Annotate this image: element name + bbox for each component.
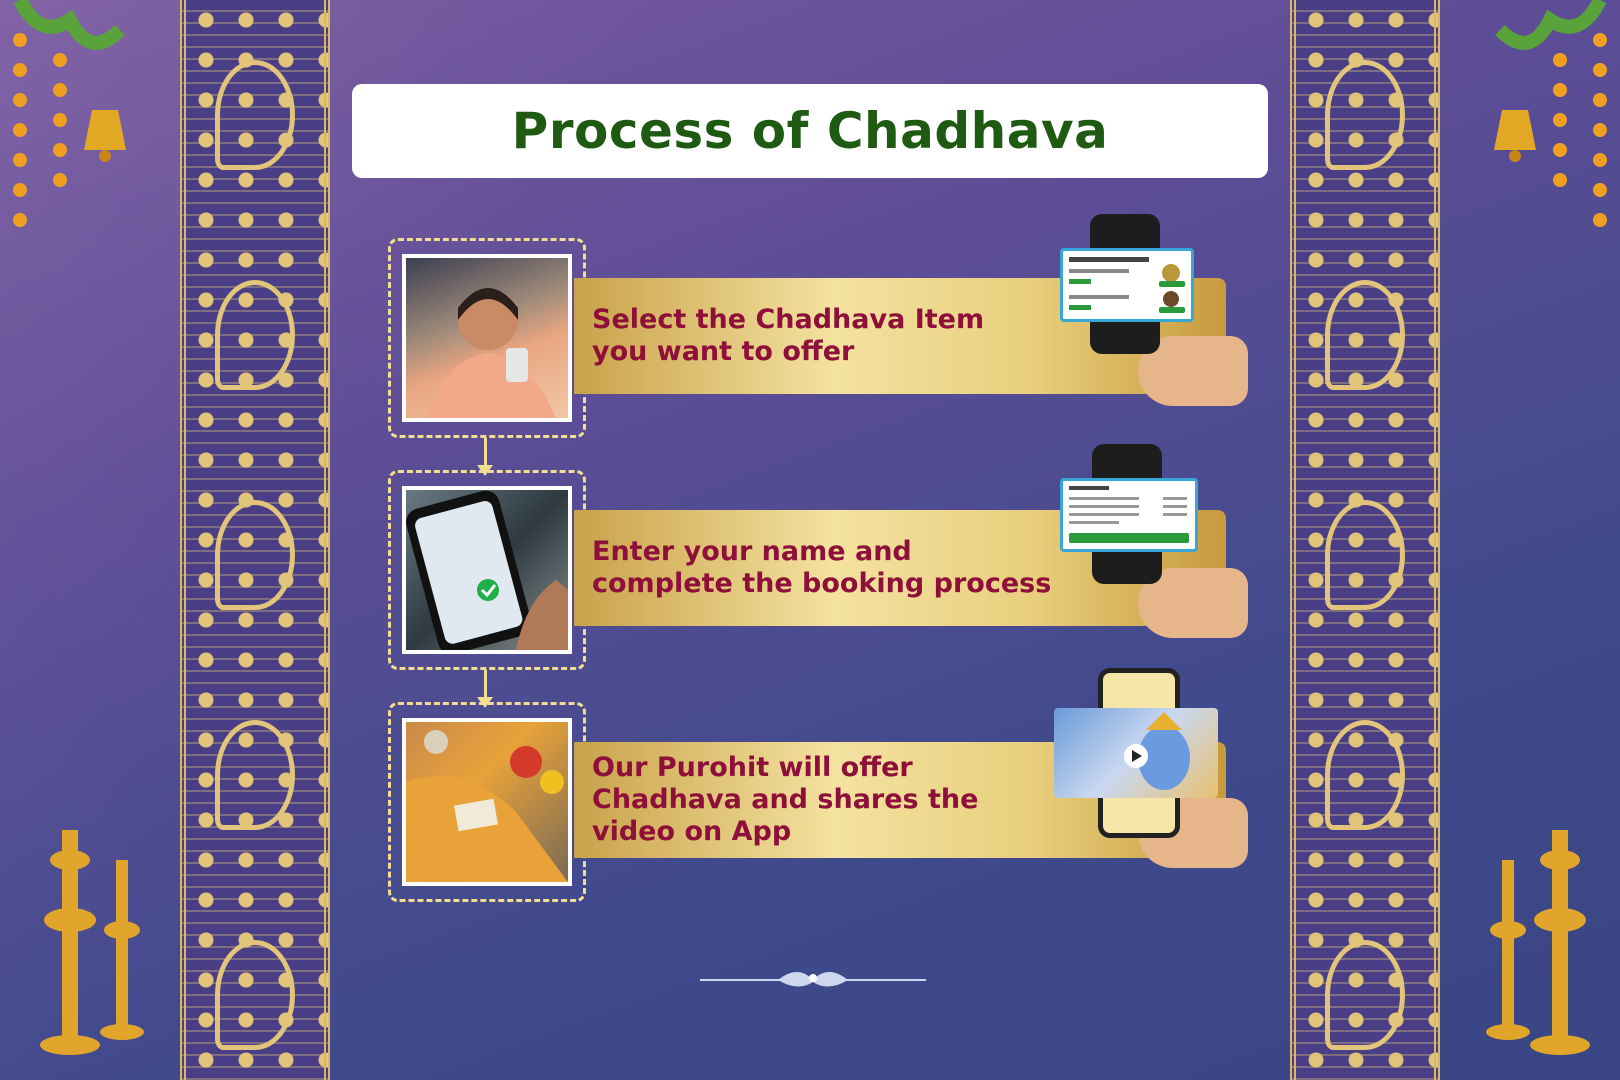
title-banner bbox=[352, 84, 1268, 178]
paisley-ornament bbox=[1325, 60, 1405, 170]
step-connector-arrow bbox=[484, 438, 487, 466]
video-thumbnail[interactable] bbox=[1054, 708, 1218, 798]
right-decorative-border bbox=[1290, 0, 1440, 1080]
bottom-divider-ornament-icon bbox=[700, 968, 926, 992]
step-3 bbox=[388, 702, 1238, 902]
paisley-ornament bbox=[1325, 940, 1405, 1050]
brass-lamp-right-icon bbox=[1480, 800, 1610, 1060]
paisley-ornament bbox=[1325, 280, 1405, 390]
step-connector-arrow bbox=[484, 670, 487, 698]
step-2 bbox=[388, 470, 1238, 670]
offerings-list-screen bbox=[1060, 248, 1194, 322]
left-decorative-border bbox=[180, 0, 330, 1080]
paisley-ornament bbox=[1325, 500, 1405, 610]
paisley-ornament bbox=[1325, 720, 1405, 830]
brass-lamp-left-icon bbox=[20, 800, 150, 1060]
step-1-text: Select the Chadhava Item you want to offer bbox=[592, 304, 985, 367]
paisley-ornament bbox=[215, 60, 295, 170]
step-photo-purohit-offering bbox=[402, 718, 572, 886]
paisley-ornament bbox=[215, 500, 295, 610]
step-photo-woman-using-phone bbox=[402, 254, 572, 422]
marigold-garland-bell-right-icon bbox=[1480, 0, 1620, 280]
step-2-text: Enter your name and complete the booking process bbox=[592, 536, 1052, 599]
page-title: Process of Chadhava bbox=[511, 102, 1109, 160]
step-1 bbox=[388, 238, 1238, 438]
booking-form-screen bbox=[1060, 478, 1198, 552]
paisley-ornament bbox=[215, 720, 295, 830]
paisley-ornament bbox=[215, 280, 295, 390]
marigold-garland-bell-left-icon bbox=[0, 0, 140, 280]
step-photo-upi-payment-phone bbox=[402, 486, 572, 654]
paisley-ornament bbox=[215, 940, 295, 1050]
step-3-text: Our Purohit will offer Chadhava and shares the video on App bbox=[592, 752, 979, 847]
